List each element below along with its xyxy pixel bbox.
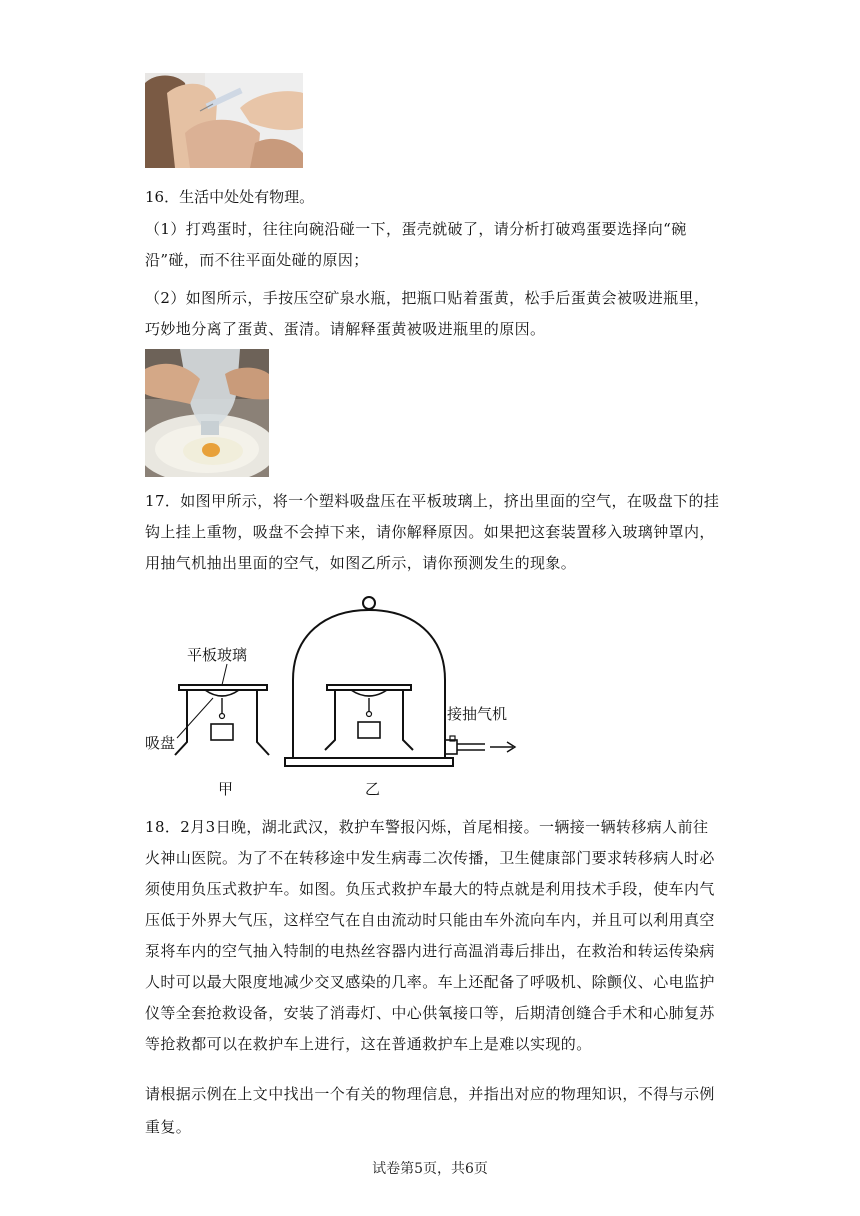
apparatus-jia: [175, 664, 269, 755]
q18-prompt: 请根据示例在上文中找出一个有关的物理信息，并指出对应的物理知识，不得与示例重复。: [145, 1085, 715, 1136]
label-sucker: 吸盘: [145, 734, 176, 752]
suction-cup-diagram: [145, 590, 525, 805]
q17-text: 17．如图甲所示，将一个塑料吸盘压在平板玻璃上，挤出里面的空气，在吸盘下的挂钩上挂上重物，吸盘不会掉下来，请你解释原因。如果把这套装置移入玻璃钟罩内，用抽气机抽出里面的空气，如图乙所示，请你预测发生的现象。: [145, 492, 720, 572]
egg-bottle-photo: [145, 349, 269, 477]
q16-stem: 16．生活中处处有物理。: [145, 188, 315, 206]
page-footer: 试卷第5页，共6页: [372, 1161, 488, 1177]
apparatus-yi: [285, 597, 515, 766]
q16-part2: （2）如图所示，手按压空矿泉水瓶，把瓶口贴着蛋黄，松手后蛋黄会被吸进瓶里，巧妙地分离了蛋黄、蛋清。请解释蛋黄被吸进瓶里的原因。: [145, 289, 710, 338]
label-pump: 接抽气机: [447, 705, 508, 723]
q16-part1: （1）打鸡蛋时，往往向碗沿碰一下，蛋壳就破了，请分析打破鸡蛋要选择向“碗沿”碰，而不往平面处碰的原因；: [145, 220, 687, 269]
injection-photo: [145, 73, 303, 168]
label-yi: 乙: [365, 780, 381, 798]
label-glass: 平板玻璃: [187, 646, 248, 664]
label-jia: 甲: [218, 780, 234, 798]
q18-text: 18．2月3日晚，湖北武汉，救护车警报闪烁，首尾相接。一辆接一辆转移病人前往火神山医院。为了不在转移途中发生病毒二次传播，卫生健康部门要求转移病人时必须使用负压式救护车。如图。负压式救护车最大的特点就是利用技术手段，使车内气压低于外界大气压，这样空气在自由流动时只能由车外流向车内，并且可以利用真空泵将车内的空气抽入特制的电热丝容器内进行高温消毒后排出，在救治和转运传染病人时可以最大限度地减少交叉感染的几率。车上还配备了呼吸机、除颤仪、心电监护仪等全套抢救设备，安装了消毒灯、中心供氧接口等，后期清创缝合手术和心肺复苏等抢救都可以在救护车上进行，这在普通救护车上是难以实现的。: [145, 818, 715, 1053]
